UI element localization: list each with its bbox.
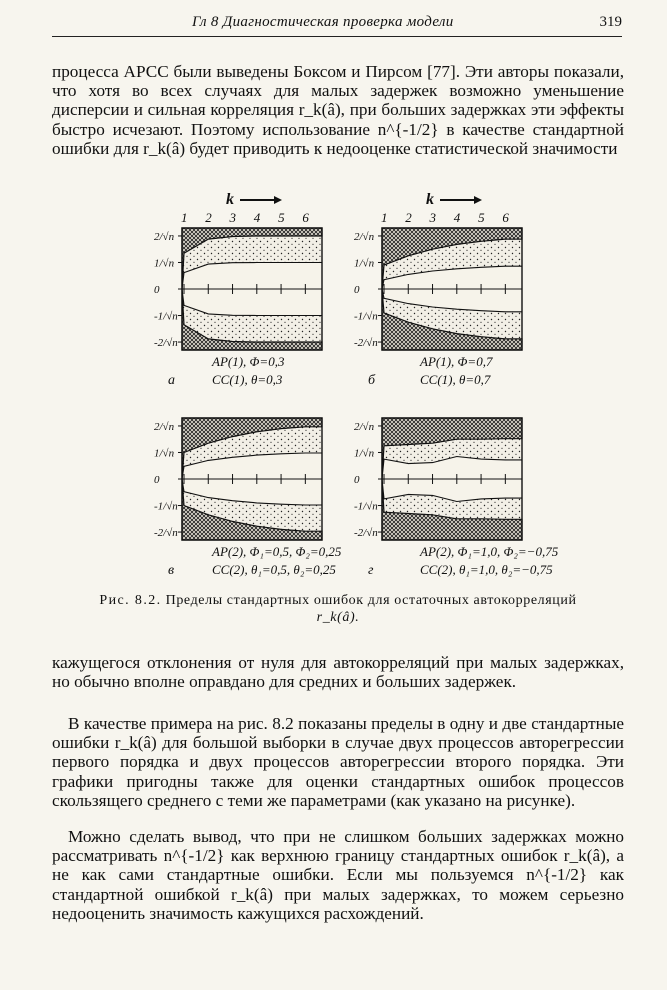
- panel-dual-label: СС(2), θ₁=1,0, θ₂=−0,75: [420, 562, 553, 577]
- panel-dual-label: СС(2), θ₁=0,5, θ₂=0,25: [212, 562, 336, 577]
- paragraph-1: процесса АРСС были выведены Боксом и Пирсом [77]. Эти авторы показали, что хотя во всех случаях для малых задержек возможно уменьшение дисперсии и сильная корреляция r_k(â), при больших задержках эти эффекты быстро исчезают. Поэтому использование n^{-1/2} в качестве стандартной ошибки для r_k(â) будет приводить к недооценке статистической значимости: [52, 62, 624, 158]
- caption-text: Пределы стандартных ошибок для остаточных автокорреляций: [165, 593, 577, 608]
- y-tick-label: -2/√n: [354, 527, 378, 540]
- y-tick-label: 1/√n: [154, 447, 175, 460]
- lag-tick-label: 2: [405, 210, 412, 225]
- y-tick-label: 2/√n: [154, 420, 175, 433]
- running-title: Гл 8 Диагностическая проверка модели: [192, 14, 454, 30]
- y-tick-label: 0: [354, 284, 360, 296]
- y-tick-label: 0: [354, 474, 360, 486]
- page-number: 319: [599, 14, 622, 30]
- y-tick-label: 2/√n: [354, 420, 375, 433]
- y-tick-label: 0: [154, 474, 160, 486]
- panel-letter: в: [168, 563, 175, 578]
- lag-tick-label: 6: [302, 210, 309, 225]
- panel-model-label: АР(2), Φ₁=1,0, Φ₂=−0,75: [420, 544, 559, 559]
- y-tick-label: -1/√n: [354, 500, 378, 513]
- panel-model-label: АР(2), Φ₁=0,5, Φ₂=0,25: [212, 544, 342, 559]
- paragraph-2: кажущегося отклонения от нуля для автокорреляций при малых задержках, но обычно вполне оправдано для средних и больших задержек.: [52, 653, 624, 692]
- lag-arrow-head: [274, 196, 282, 204]
- panel-letter: г: [368, 563, 374, 578]
- caption-symbol: r_k(â).: [316, 610, 360, 625]
- lag-axis-label: k: [426, 191, 434, 208]
- lag-tick-label: 3: [429, 210, 437, 225]
- figure-caption: [52, 592, 624, 626]
- paragraph-4: Можно сделать вывод, что при не слишком больших задержках можно рассматривать n^{-1/2} как верхнюю границу стандартных ошибок r_k(â), а не как сами стандартные ошибки. Если мы пользуемся n^{-1/2} как стандартной ошибкой r_k(â) при малых задержках, то можем серьезно недооценить значимость кажущихся расхождений.: [52, 827, 624, 923]
- y-tick-label: 0: [154, 284, 160, 296]
- lag-tick-label: 1: [181, 210, 188, 225]
- y-tick-label: 1/√n: [354, 447, 375, 460]
- panel-letter: б: [368, 373, 376, 388]
- panel-letter: а: [168, 373, 175, 388]
- paragraph-3: В качестве примера на рис. 8.2 показаны пределы в одну и две стандартные ошибки r_k(â) для большой выборки в случае двух процессов авторегрессии первого порядка и двух процессов авторегрессии второго порядка. Эти графики пригодны также для оценки стандартных ошибок процессов скользящего среднего с теми же параметрами (как указано на рисунке).: [52, 714, 624, 810]
- lag-tick-label: 6: [502, 210, 509, 225]
- y-tick-label: -2/√n: [154, 527, 178, 540]
- y-tick-label: -2/√n: [154, 337, 178, 350]
- y-tick-label: 2/√n: [354, 230, 375, 243]
- y-tick-label: 1/√n: [354, 257, 375, 270]
- caption-label: Рис. 8.2.: [99, 593, 162, 608]
- panel-model-label: АР(1), Φ=0,7: [420, 354, 493, 369]
- y-tick-label: -2/√n: [354, 337, 378, 350]
- lag-tick-label: 4: [253, 210, 261, 225]
- panel-dual-label: СС(1), θ=0,3: [212, 372, 283, 387]
- lag-axis-label: k: [226, 191, 234, 208]
- y-tick-label: -1/√n: [154, 500, 178, 513]
- lag-tick-label: 1: [381, 210, 388, 225]
- y-tick-label: 2/√n: [154, 230, 175, 243]
- lag-tick-label: 3: [229, 210, 237, 225]
- lag-tick-label: 5: [478, 210, 485, 225]
- lag-arrow-head: [474, 196, 482, 204]
- lag-tick-label: 5: [278, 210, 285, 225]
- lag-tick-label: 2: [205, 210, 212, 225]
- lag-tick-label: 4: [453, 210, 461, 225]
- y-tick-label: -1/√n: [354, 310, 378, 323]
- panel-model-label: АР(1), Φ=0,3: [212, 354, 285, 369]
- y-tick-label: -1/√n: [154, 310, 178, 323]
- y-tick-label: 1/√n: [154, 257, 175, 270]
- panel-dual-label: СС(1), θ=0,7: [420, 372, 491, 387]
